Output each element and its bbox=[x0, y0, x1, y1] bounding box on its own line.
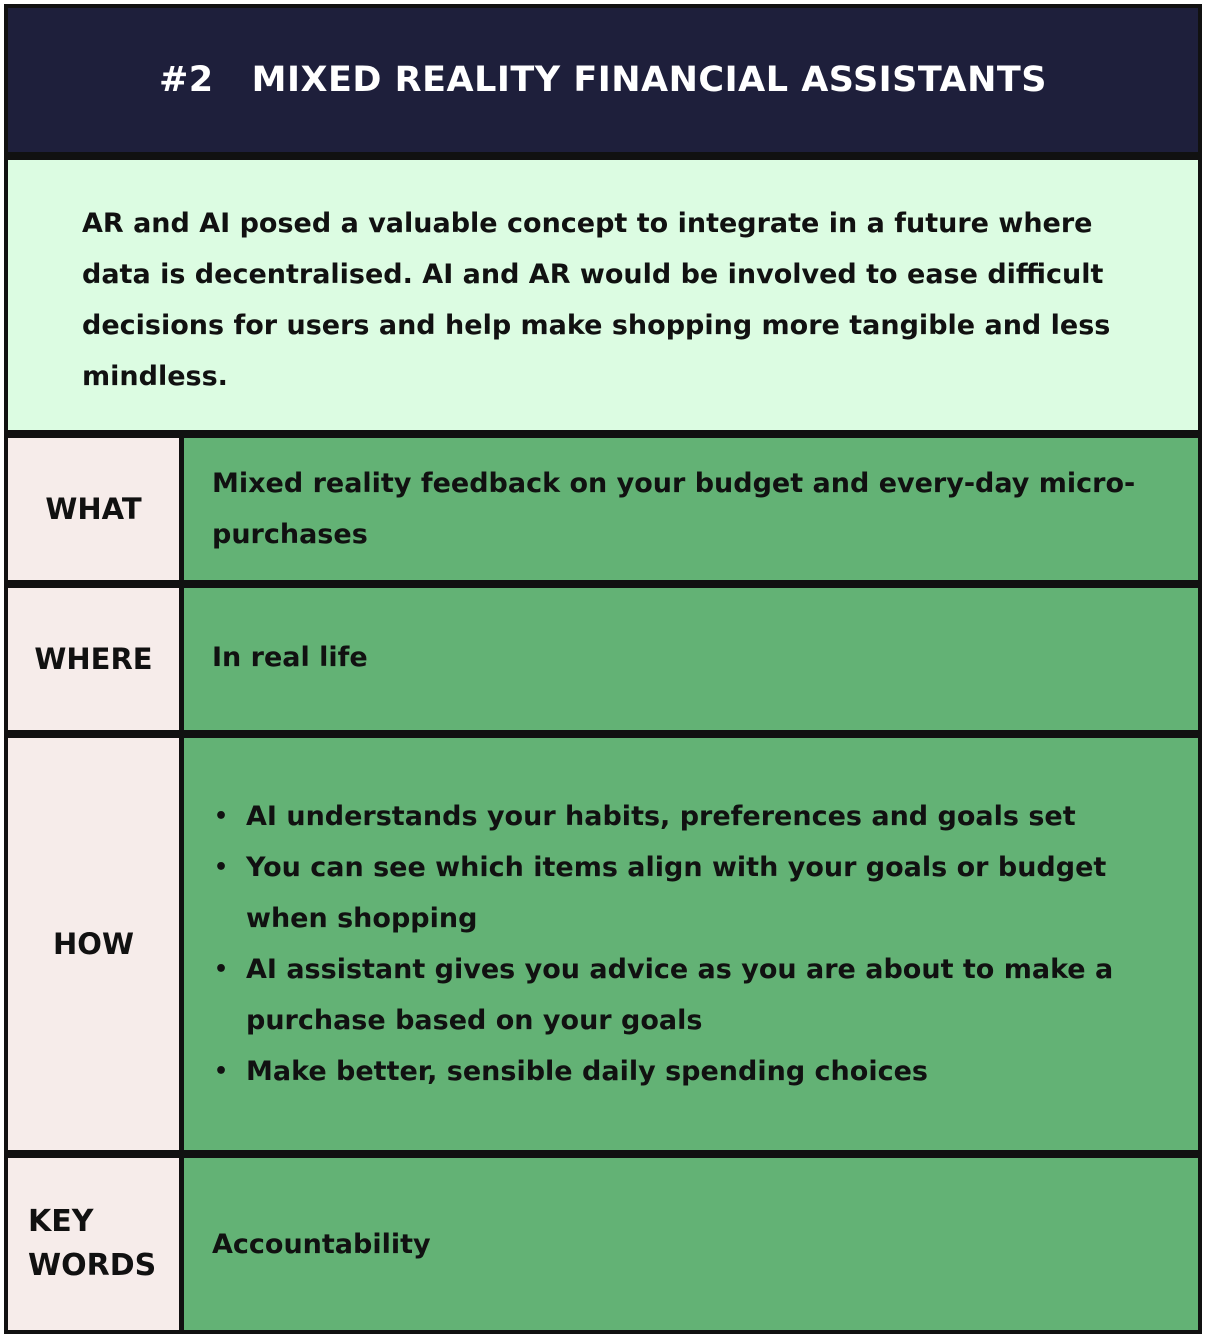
bullet-icon: • bbox=[214, 957, 229, 982]
keywords-label-line2: WORDS bbox=[28, 1248, 157, 1283]
how-content bbox=[184, 738, 1198, 1150]
bullet-icon: • bbox=[214, 1059, 229, 1084]
row-keywords bbox=[8, 1158, 1198, 1330]
what-label: WHAT bbox=[8, 438, 184, 580]
list-item: • Make better, sensible daily spending choices bbox=[212, 1046, 1174, 1097]
keywords-content bbox=[184, 1158, 1198, 1330]
row-what bbox=[8, 438, 1198, 584]
row-how bbox=[8, 738, 1198, 1154]
what-content bbox=[184, 438, 1198, 580]
keywords-text: Accountability bbox=[212, 1228, 431, 1260]
keywords-label-line1: KEY bbox=[28, 1204, 94, 1239]
where-content bbox=[184, 588, 1198, 730]
list-item: • AI understands your habits, preferences and goals set bbox=[212, 791, 1174, 842]
where-text: In real life bbox=[212, 642, 368, 673]
card-title bbox=[159, 60, 1047, 100]
concept-number: #2 bbox=[158, 60, 214, 100]
how-label: HOW bbox=[8, 738, 184, 1150]
bullet-icon: • bbox=[214, 855, 229, 880]
card-header bbox=[8, 8, 1198, 156]
intro-description: AR and AI posed a valuable concept to integrate in a future where data is decentralised. AI and AR would be involved to ease difficult decisions for users and help make shopping more tangible and less mindless. bbox=[8, 160, 1198, 434]
how-list bbox=[212, 791, 1174, 1097]
what-text: Mixed reality feedback on your budget and every-day micro-purchases bbox=[212, 468, 1136, 550]
row-where bbox=[8, 588, 1198, 734]
list-item: • You can see which items align with your goals or budget when shopping bbox=[212, 842, 1174, 944]
keywords-label bbox=[8, 1158, 184, 1330]
list-item: • AI assistant gives you advice as you are about to make a purchase based on your goals bbox=[212, 944, 1174, 1046]
concept-card bbox=[4, 4, 1202, 1334]
bullet-icon: • bbox=[214, 804, 229, 829]
where-label: WHERE bbox=[8, 588, 184, 730]
concept-title: MIXED REALITY FINANCIAL ASSISTANTS bbox=[251, 60, 1047, 100]
